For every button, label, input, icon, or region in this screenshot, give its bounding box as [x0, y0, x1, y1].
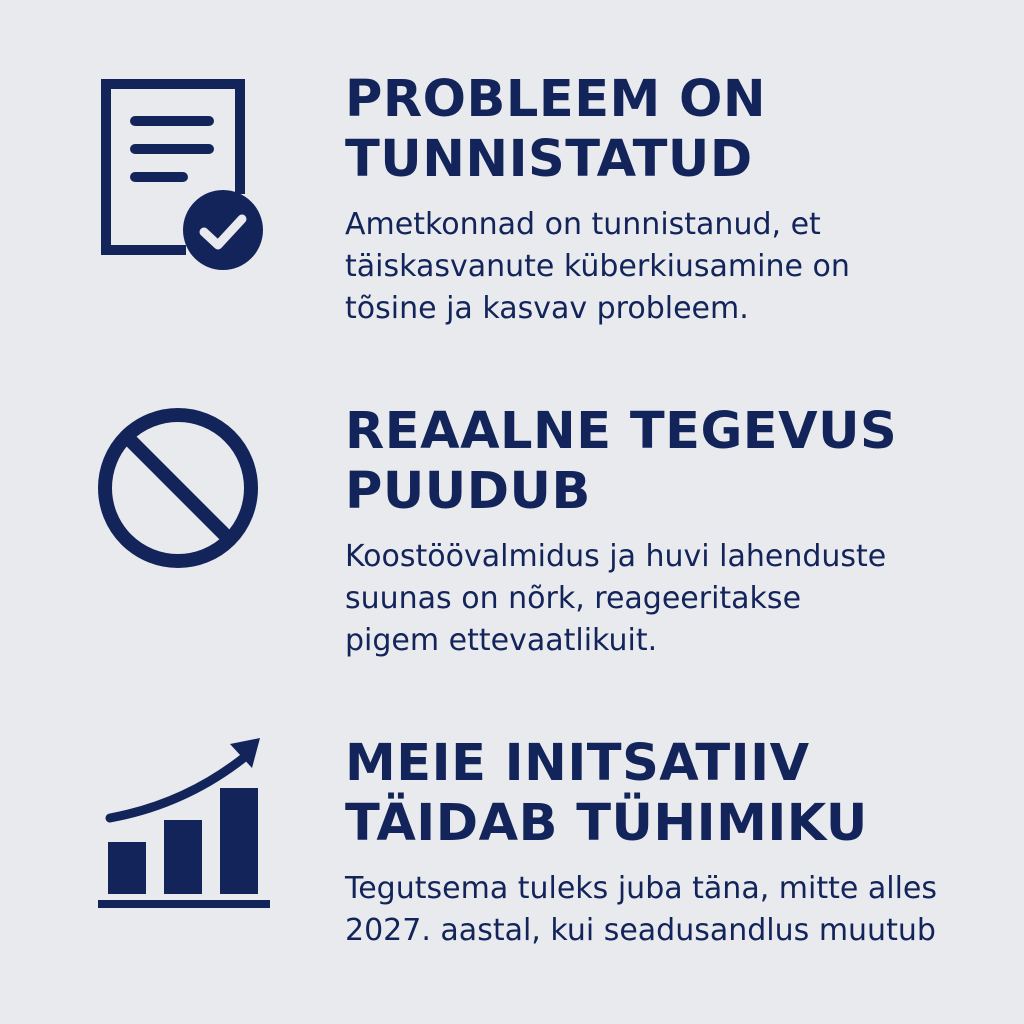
title-line: MEIE INITSATIIV: [345, 734, 810, 793]
desc-line: pigem ettevaatlikuit.: [345, 623, 658, 658]
section-title: [345, 70, 985, 190]
title-line: TUNNISTATUD: [345, 130, 753, 189]
section-text: [345, 734, 985, 952]
growth-chart-icon: [96, 734, 276, 914]
title-line: TÄIDAB TÜHIMIKU: [345, 794, 868, 853]
section-title: [345, 402, 985, 522]
section-text: [345, 402, 985, 662]
desc-line: 2027. aastal, kui seadusandlus muutub: [345, 913, 936, 948]
section-title: [345, 734, 985, 854]
title-line: REAALNE TEGEVUS: [345, 402, 898, 461]
title-line: PROBLEEM ON: [345, 70, 767, 129]
desc-line: Koostöövalmidus ja huvi lahenduste: [345, 539, 887, 574]
section-description: [345, 204, 985, 330]
desc-line: suunas on nõrk, reageeritakse: [345, 581, 802, 616]
desc-line: tõsine ja kasvav probleem.: [345, 291, 749, 326]
desc-line: täiskasvanute küberkiusamine on: [345, 249, 850, 284]
title-line: PUUDUB: [345, 462, 591, 521]
desc-line: Ametkonnad on tunnistanud, et: [345, 207, 821, 242]
document-check-icon: [96, 74, 266, 274]
prohibited-icon: [96, 406, 266, 576]
section-text: [345, 70, 985, 330]
section-description: [345, 868, 985, 952]
desc-line: Tegutsema tuleks juba täna, mitte alles: [345, 871, 937, 906]
section-description: [345, 536, 985, 662]
